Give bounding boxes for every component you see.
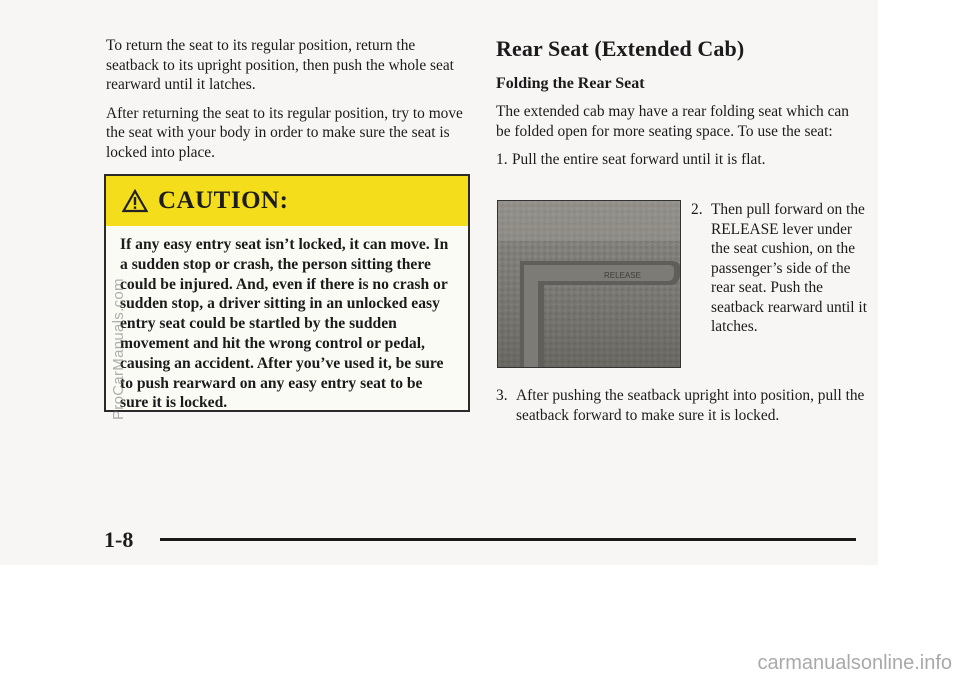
intro-paragraph: The extended cab may have a rear folding seat which can be folded open for more seating space. To use the seat: — [496, 103, 849, 140]
caution-box — [104, 174, 470, 412]
step-text: Then pull forward on the RELEASE lever under the seat cushion, on the passenger’s side of the rear seat. Push the seatback rearward until it latches. — [711, 201, 867, 335]
step-text: Pull the entire seat forward until it is flat. — [512, 151, 766, 168]
step-2 — [691, 200, 867, 337]
step-text: After pushing the seatback upright into position, pull the seatback forward to make sure it is locked. — [516, 387, 865, 424]
caution-title: CAUTION: — [158, 187, 289, 214]
caution-header — [106, 176, 468, 226]
bottom-watermark-link[interactable]: carmanualsonline.info — [757, 652, 952, 674]
step-number: 3. — [496, 387, 508, 404]
page-number: 1-8 — [104, 527, 134, 552]
section-subheading: Folding the Rear Seat — [496, 75, 645, 92]
step-3 — [496, 386, 866, 425]
return-seat-paragraph: To return the seat to its regular position, return the seatback to its upright position, then push the whole seat rearward until it latches. — [106, 37, 454, 93]
step-number: 1. — [496, 151, 508, 168]
footer-rule — [160, 538, 856, 541]
caution-text: If any easy entry seat isn’t locked, it can move. In a sudden stop or crash, the person sitting there could be injured. And, even if there is no crash or sudden stop, a driver sitting in an unlocked easy entry seat could be startled by the sudden movement and hit the wrong control or pedal, causing an accident. After you’ve used it, be sure to push rearward on any easy entry seat to be sure it is locked. — [120, 236, 449, 412]
right-column — [496, 36, 866, 170]
left-column — [106, 36, 468, 162]
lever-label: RELEASE — [604, 271, 641, 280]
step-number: 2. — [691, 201, 703, 218]
check-lock-paragraph: After returning the seat to its regular position, try to move the seat with your body in order to make sure the seat is locked into place. — [106, 104, 463, 161]
release-lever-illustration — [498, 201, 681, 368]
seat-release-photo — [497, 200, 681, 368]
section-heading: Rear Seat (Extended Cab) — [496, 36, 745, 61]
side-watermark: ProCarManuals.com — [110, 278, 127, 420]
step-1 — [496, 150, 866, 170]
warning-triangle-icon — [122, 189, 148, 213]
